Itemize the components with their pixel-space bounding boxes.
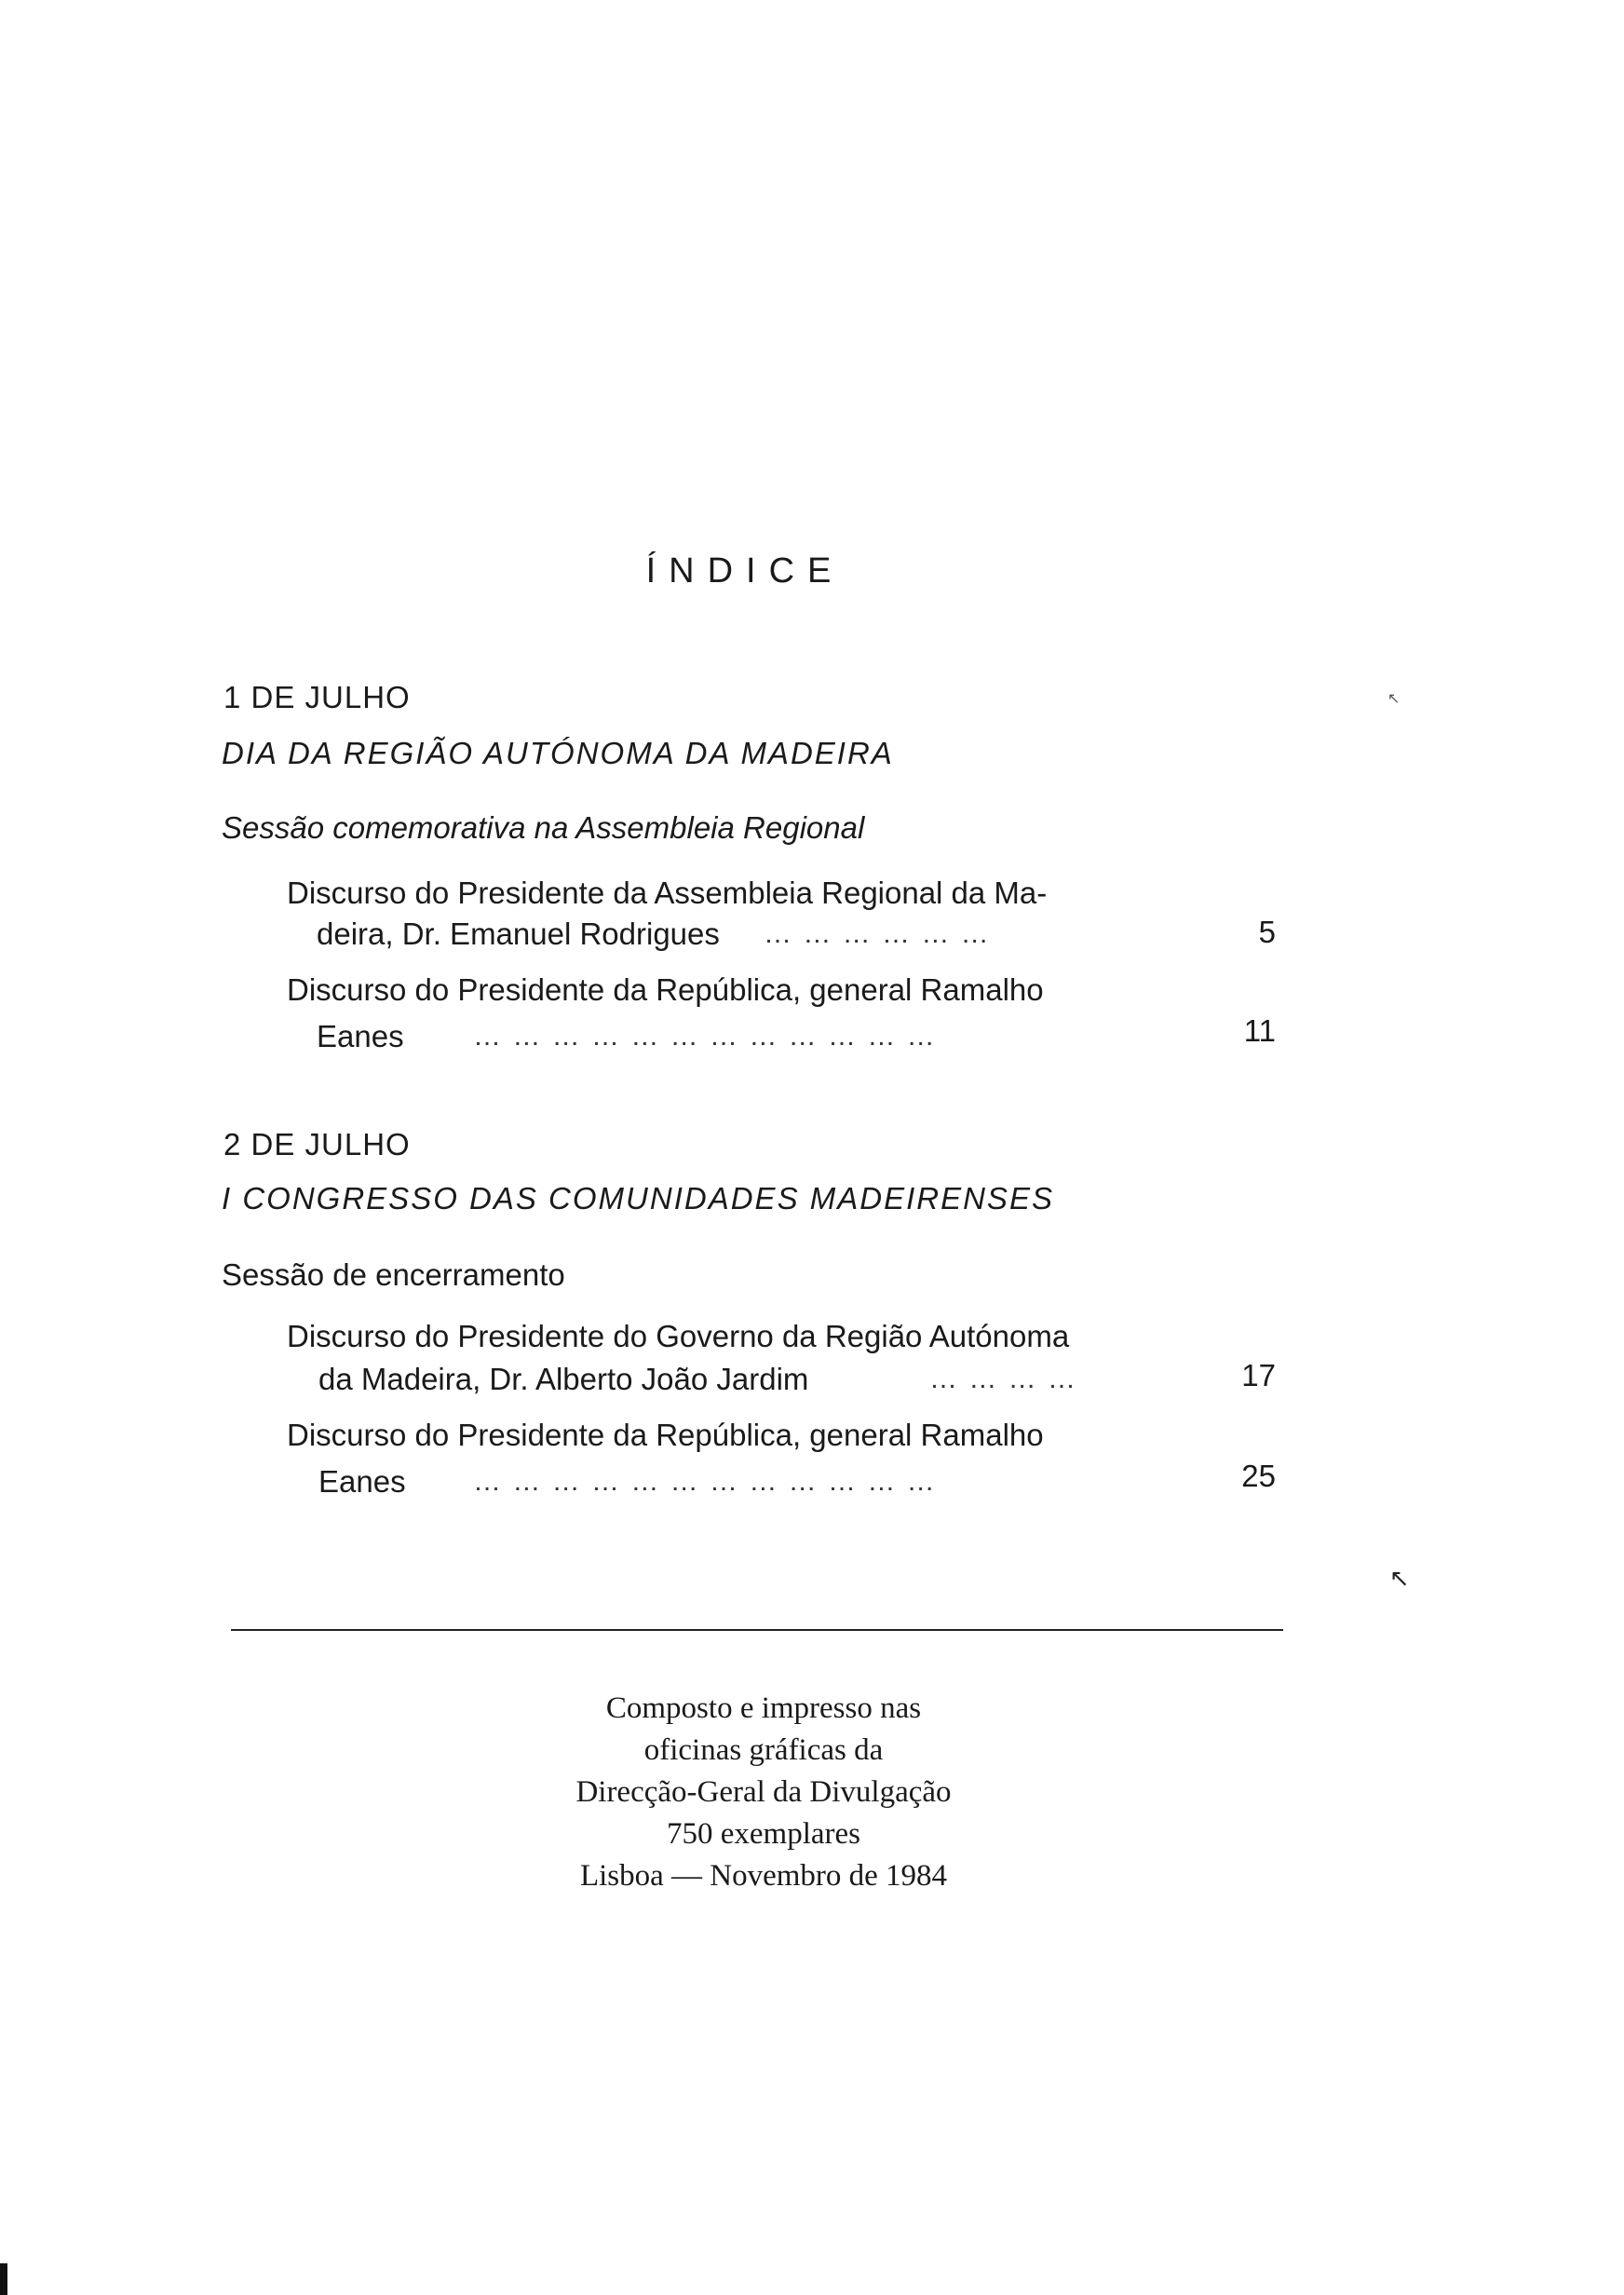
toc-page-number: 25 <box>1241 1459 1276 1493</box>
colophon-line: Lisboa — Novembro de 1984 <box>579 1859 948 1893</box>
toc-entry-text: deira, Dr. Emanuel Rodrigues <box>317 917 720 951</box>
colophon-line: Composto e impresso nas <box>605 1691 922 1725</box>
scan-mark: ↖ <box>1387 689 1401 707</box>
dot-leader: … … … … … … … … … … … … <box>473 1466 937 1497</box>
colophon-line: Direcção-Geral da Divulgação <box>575 1775 952 1809</box>
colophon-line: oficinas gráficas da <box>643 1733 884 1767</box>
toc-page-number: 11 <box>1243 1013 1276 1048</box>
page-title: ÍNDICE <box>645 551 845 591</box>
toc-entry-text: Discurso do Presidente da Assembleia Regional da Ma- <box>287 876 1048 910</box>
dot-leader: … … … … … … <box>764 918 991 949</box>
scan-mark: ↖ <box>1389 1565 1410 1593</box>
section-event-title: I CONGRESSO DAS COMUNIDADES MADEIRENSES <box>222 1181 1054 1215</box>
section-date: 2 DE JULHO <box>223 1127 411 1161</box>
toc-page-number: 17 <box>1241 1358 1276 1392</box>
scan-edge-mark <box>0 2263 7 2295</box>
toc-entry-text: Eanes <box>317 1019 404 1053</box>
section-session: Sessão comemorativa na Assembleia Regional <box>222 810 865 845</box>
toc-entry-text: Discurso do Presidente do Governo da Região Autónoma <box>287 1319 1070 1353</box>
toc-entry-text: Discurso do Presidente da República, general Ramalho <box>287 972 1044 1007</box>
section-date: 1 DE JULHO <box>223 680 411 714</box>
section-session: Sessão de encerramento <box>222 1257 565 1292</box>
colophon-line: 750 exemplares <box>666 1817 860 1851</box>
toc-page-number: 5 <box>1258 915 1276 949</box>
dot-leader: … … … … … … … … … … … … <box>473 1021 937 1052</box>
dot-leader: … … … … <box>929 1364 1078 1394</box>
toc-entry-text: Discurso do Presidente da República, general Ramalho <box>287 1418 1044 1452</box>
toc-entry-text: Eanes <box>318 1464 406 1499</box>
horizontal-rule <box>231 1629 1283 1631</box>
toc-entry-text: da Madeira, Dr. Alberto João Jardim <box>318 1362 809 1396</box>
section-event-title: DIA DA REGIÃO AUTÓNOMA DA MADEIRA <box>222 736 894 770</box>
colophon <box>354 1688 1173 1897</box>
